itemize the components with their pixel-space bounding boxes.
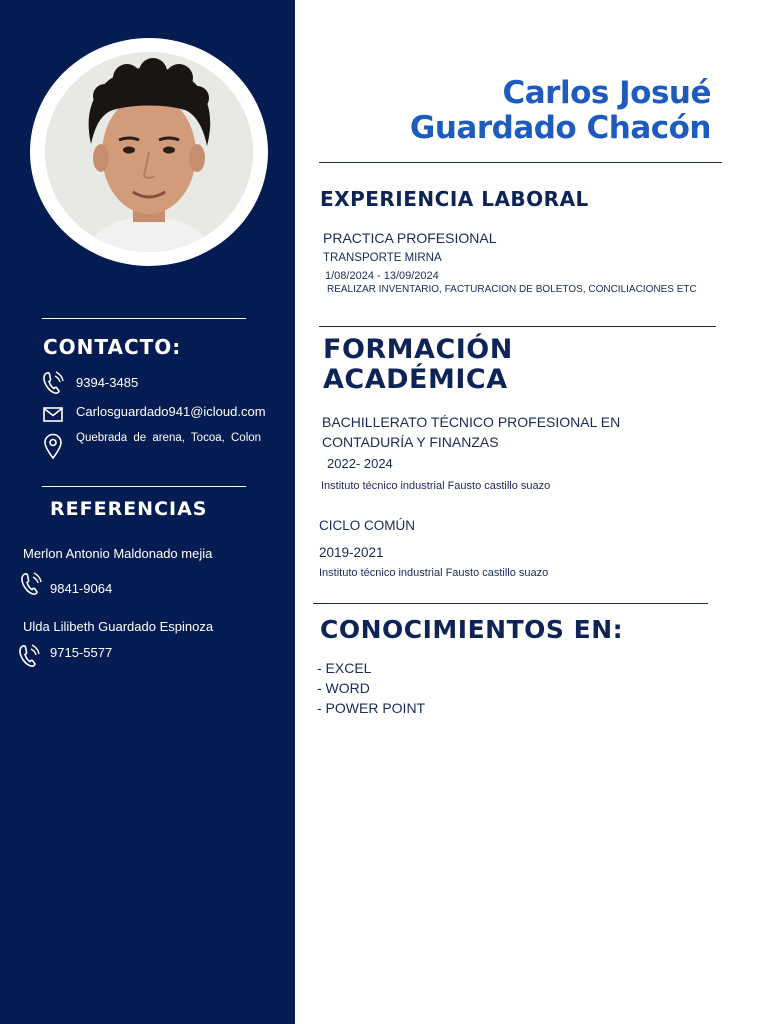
candidate-name — [410, 76, 711, 146]
skill-item: - EXCEL — [317, 660, 372, 676]
contact-address: Quebrada de arena, Tocoa, Colon — [76, 432, 262, 444]
references-divider — [42, 486, 246, 487]
references-heading: REFERENCIAS — [50, 498, 208, 520]
education-1-degree-line-2: CONTADURÍA Y FINANZAS — [322, 434, 499, 450]
education-1-degree — [322, 412, 620, 452]
candidate-name-line-2: Guardado Chacón — [409, 110, 711, 146]
candidate-name-line-1: Carlos Josué — [502, 75, 711, 111]
reference-1-phone: 9841-9064 — [50, 581, 113, 596]
education-2-school: Instituto técnico industrial Fausto castillo suazo — [319, 567, 549, 579]
skill-item: - POWER POINT — [317, 700, 426, 716]
education-title — [323, 335, 513, 395]
profile-photo — [45, 52, 253, 252]
mail-icon — [43, 407, 63, 422]
phone-icon — [18, 643, 40, 669]
contact-heading: CONTACTO: — [43, 335, 182, 359]
education-title-line-2: ACADÉMICA — [323, 364, 508, 395]
experience-title: EXPERIENCIA LABORAL — [320, 187, 589, 211]
experience-company: TRANSPORTE MIRNA — [323, 252, 442, 264]
contact-phone: 9394-3485 — [76, 375, 139, 390]
education-2-degree: CICLO COMÚN — [319, 518, 416, 533]
reference-1-name: Merlon Antonio Maldonado mejia — [23, 546, 213, 561]
profile-photo-frame — [30, 38, 268, 266]
sidebar — [0, 0, 295, 1024]
experience-description: REALIZAR INVENTARIO, FACTURACION DE BOLETOS, CONCILIACIONES ETC — [327, 284, 697, 295]
education-1-school: Instituto técnico industrial Fausto castillo suazo — [321, 480, 551, 492]
profile-photo-illustration — [45, 52, 253, 252]
experience-job-title: PRACTICA PROFESIONAL — [323, 230, 497, 246]
education-1-degree-line-1: BACHILLERATO TÉCNICO PROFESIONAL EN — [322, 414, 621, 430]
reference-2-name: Ulda Lilibeth Guardado Espinoza — [23, 619, 214, 634]
phone-icon — [20, 571, 42, 597]
contact-divider — [42, 318, 246, 319]
education-1-years: 2022- 2024 — [327, 456, 393, 471]
location-pin-icon — [43, 433, 63, 460]
education-divider — [313, 603, 708, 604]
experience-dates: 1/08/2024 - 13/09/2024 — [325, 270, 439, 282]
skill-item: - WORD — [317, 680, 370, 696]
phone-icon — [42, 370, 64, 396]
education-2-years: 2019-2021 — [319, 545, 384, 560]
education-title-line-1: FORMACIÓN — [323, 334, 513, 365]
experience-divider — [319, 326, 716, 327]
contact-email[interactable]: Carlosguardado941@icloud.com — [76, 404, 266, 419]
reference-2-phone: 9715-5577 — [50, 645, 113, 660]
header-divider — [319, 162, 722, 163]
skills-title: CONOCIMIENTOS EN: — [320, 615, 624, 644]
